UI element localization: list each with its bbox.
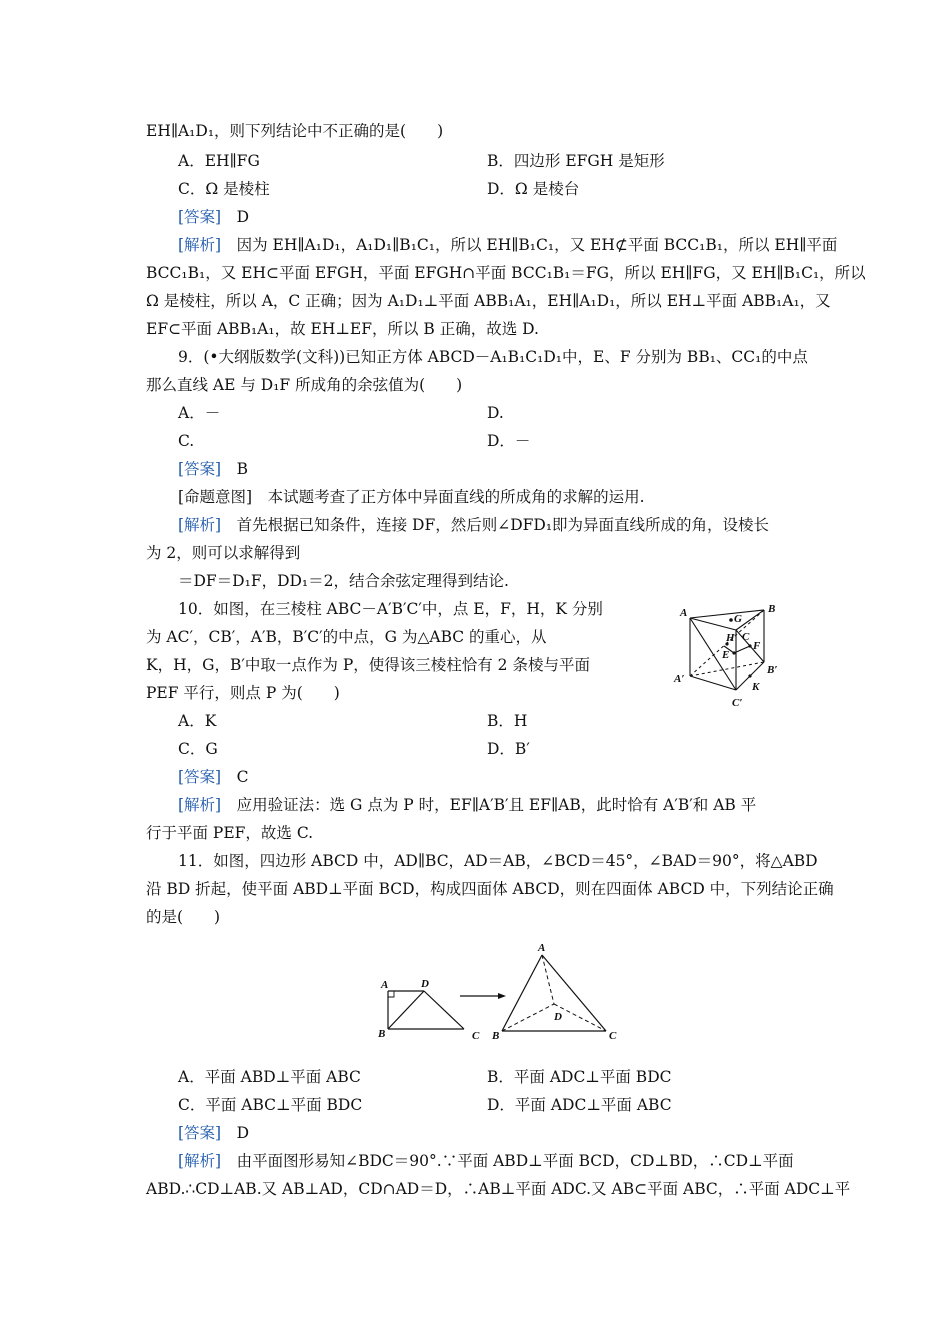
answer-value: B xyxy=(236,460,249,478)
text-line: Ω 是棱柱，所以 A，C 正确；因为 A₁D₁⊥平面 ABB₁A₁，EH∥A₁D₁，所以 EH⊥平面 ABB₁A₁，又 xyxy=(146,292,831,310)
option-c: C．Ω 是棱柱 xyxy=(178,180,270,198)
label-b: B xyxy=(768,603,776,615)
answer-value: C xyxy=(236,768,249,786)
label-d: D xyxy=(421,978,429,990)
text-line: ABD.∴CD⊥AB.又 AB⊥AD，CD∩AD＝D，∴AB⊥平面 ADC.又 AB⊂平面 ABC，∴平面 ADC⊥平 xyxy=(146,1180,851,1198)
answer-tag: [答案] xyxy=(178,460,222,478)
question-10: 10．如图，在三棱柱 ABC－A′B′C′中，点 E，F，H，K 分别 xyxy=(178,600,603,618)
analysis-tag: [解析] xyxy=(178,516,222,534)
option-d: D．平面 ADC⊥平面 ABC xyxy=(487,1096,672,1114)
label-b-prime: B′ xyxy=(767,664,778,676)
analysis-tag: [解析] xyxy=(178,236,222,254)
text-line: 那么直线 AE 与 D₁F 所成角的余弦值为( ) xyxy=(146,376,463,394)
analysis-line xyxy=(178,235,837,255)
text-line: BCC₁B₁，又 EH⊂平面 EFGH，平面 EFGH∩平面 BCC₁B₁＝FG，所以 EH∥FG，又 EH∥B₁C₁，所以 xyxy=(146,264,866,282)
answer-tag: [答案] xyxy=(178,208,222,226)
text-line: 的是( ) xyxy=(146,908,221,926)
option-d: D．Ω 是棱台 xyxy=(487,180,580,198)
analysis-line xyxy=(178,515,769,535)
text-line: 为 AC′，CB′，A′B，B′C′的中点，G 为△ABC 的重心，从 xyxy=(146,628,547,646)
question-11: 11．如图，四边形 ABCD 中，AD∥BC，AD＝AB，∠BCD＝45°，∠BAD＝90°，将△ABD xyxy=(178,852,818,870)
option-a: A．平面 ABD⊥平面 ABC xyxy=(178,1068,361,1086)
label-a: A xyxy=(680,607,688,619)
analysis-text: 由平面图形易知∠BDC＝90°.∵平面 ABD⊥平面 BCD，CD⊥BD，∴CD⊥平面 xyxy=(236,1152,794,1170)
option-c: C．G xyxy=(178,740,218,758)
prism-figure xyxy=(668,598,794,712)
text-line: 沿 BD 折起，使平面 ABD⊥平面 BCD，构成四面体 ABCD，则在四面体 ABCD 中，下列结论正确 xyxy=(146,880,834,898)
label-e: E xyxy=(722,649,730,661)
label-d2: D xyxy=(554,1011,562,1023)
option-b: B．平面 ADC⊥平面 BDC xyxy=(487,1068,672,1086)
text-line: EH∥A₁D₁，则下列结论中不正确的是( ) xyxy=(146,122,444,140)
option-a: A．－ xyxy=(178,404,221,422)
option-c: C. xyxy=(178,432,195,450)
analysis-text: 应用验证法：选 G 点为 P 时，EF∥A′B′且 EF∥AB，此时恰有 A′B′和 AB 平 xyxy=(236,796,757,814)
option-d: D．B′ xyxy=(487,740,530,758)
answer-line xyxy=(178,207,249,227)
analysis-text: 首先根据已知条件，连接 DF，然后则∠DFD₁即为异面直线所成的角，设棱长 xyxy=(236,516,770,534)
answer-tag: [答案] xyxy=(178,1124,222,1142)
label-b2: B xyxy=(492,1030,500,1042)
option-b: B．H xyxy=(487,712,528,730)
answer-value: D xyxy=(236,1124,250,1142)
text-line: 为 2，则可以求解得到 xyxy=(146,544,301,562)
text-line: 行于平面 PEF，故选 C. xyxy=(146,824,314,842)
answer-value: D xyxy=(236,208,250,226)
intent-line: [命题意图] 本试题考查了正方体中异面直线的所成角的求解的运用. xyxy=(178,488,645,506)
text-line: ＝DF＝D₁F，DD₁＝2，结合余弦定理得到结论. xyxy=(178,572,509,590)
analysis-line xyxy=(178,795,756,815)
answer-line xyxy=(178,459,248,479)
analysis-line xyxy=(178,1151,794,1171)
label-f: F xyxy=(753,640,761,652)
option-a: A．K xyxy=(178,712,217,730)
label-c2: C xyxy=(609,1030,617,1042)
answer-line xyxy=(178,1123,249,1143)
label-h: H xyxy=(726,632,735,644)
analysis-text: 因为 EH∥A₁D₁，A₁D₁∥B₁C₁，所以 EH∥B₁C₁，又 EH⊄平面 BCC₁B₁，所以 EH∥平面 xyxy=(236,236,838,254)
label-k: K xyxy=(752,681,760,693)
label-a-prime: A′ xyxy=(674,673,685,685)
analysis-tag: [解析] xyxy=(178,796,222,814)
label-a: A xyxy=(381,979,389,991)
label-c-prime: C′ xyxy=(732,697,743,709)
text-line: EF⊂平面 ABB₁A₁，故 EH⊥EF，所以 B 正确，故选 D. xyxy=(146,320,539,338)
analysis-tag: [解析] xyxy=(178,1152,222,1170)
label-c: C xyxy=(742,631,750,643)
label-c: C xyxy=(472,1030,480,1042)
label-b: B xyxy=(378,1028,386,1040)
option-b: D. xyxy=(487,404,504,422)
answer-line xyxy=(178,767,249,787)
answer-tag: [答案] xyxy=(178,768,222,786)
option-a: A．EH∥FG xyxy=(178,152,260,170)
text-line: PEF 平行，则点 P 为( ) xyxy=(146,684,340,702)
option-c: C．平面 ABC⊥平面 BDC xyxy=(178,1096,363,1114)
option-b: B．四边形 EFGH 是矩形 xyxy=(487,152,665,170)
label-g: G xyxy=(734,613,742,625)
option-d: D．－ xyxy=(487,432,531,450)
label-a2: A xyxy=(538,942,546,954)
text-line: K，H，G，B′中取一点作为 P，使得该三棱柱恰有 2 条棱与平面 xyxy=(146,656,590,674)
question-9: 9．(•大纲版数学(文科))已知正方体 ABCD－A₁B₁C₁D₁中，E、F 分别为 BB₁、CC₁的中点 xyxy=(178,348,808,366)
fold-figure xyxy=(368,940,628,1048)
